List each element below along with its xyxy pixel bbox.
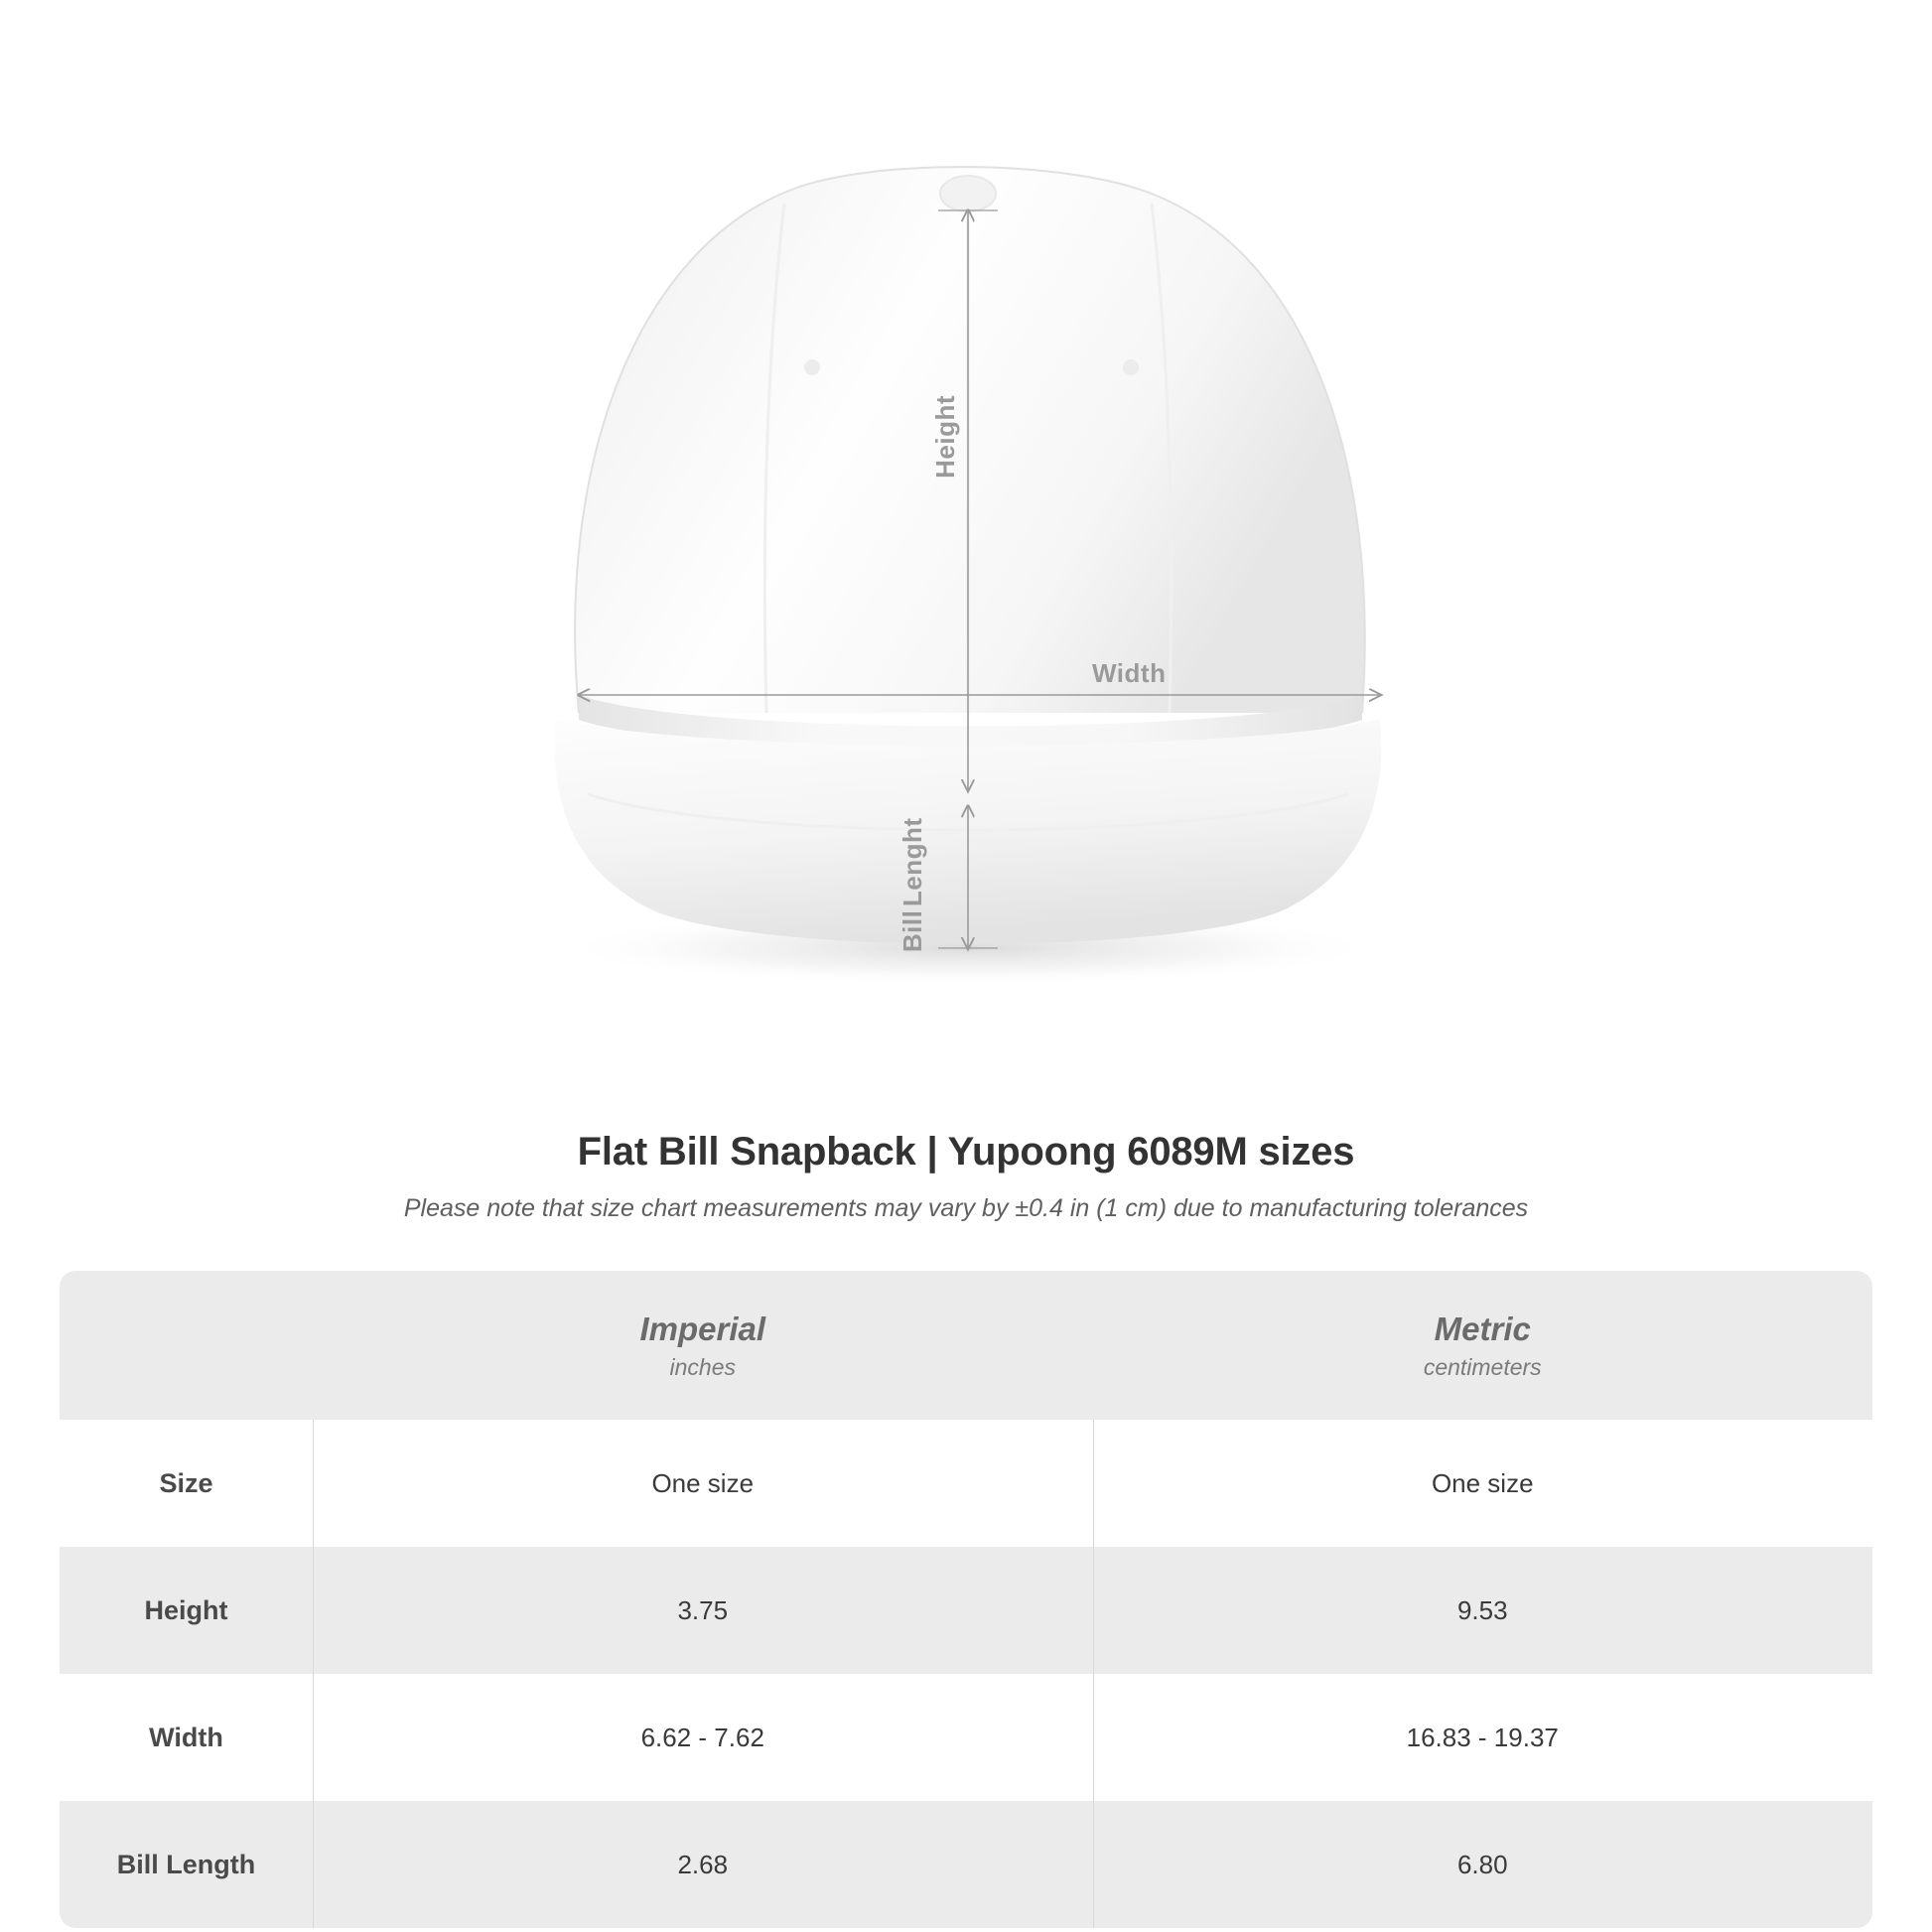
- cell-size-imperial: One size: [313, 1420, 1093, 1547]
- bill-length-label-line2: Lenght: [897, 817, 927, 906]
- bill-length-dimension-label: [898, 817, 968, 952]
- table-row: [60, 1674, 1872, 1801]
- cell-height-imperial: 3.75: [313, 1547, 1093, 1674]
- header-metric-cell: [1093, 1271, 1873, 1420]
- table-row: [60, 1420, 1872, 1547]
- cap-eyelet-right: [1123, 359, 1139, 375]
- row-label-bill-length: Bill Length: [60, 1801, 313, 1928]
- bill-length-label-line1: Bill: [897, 909, 927, 953]
- width-dimension-label: Width: [1092, 658, 1167, 688]
- cell-size-metric: One size: [1093, 1420, 1873, 1547]
- header-imperial-name: Imperial: [639, 1310, 766, 1347]
- size-table-container: [60, 1271, 1872, 1928]
- cell-bill-length-metric: 6.80: [1093, 1801, 1873, 1928]
- cell-width-imperial: 6.62 - 7.62: [313, 1674, 1093, 1801]
- cap-button: [940, 176, 996, 211]
- page-title: Flat Bill Snapback | Yupoong 6089M sizes: [577, 1130, 1355, 1173]
- row-label-height: Height: [60, 1547, 313, 1674]
- cap-eyelet-left: [804, 359, 820, 375]
- cell-width-metric: 16.83 - 19.37: [1093, 1674, 1873, 1801]
- table-row: [60, 1547, 1872, 1674]
- cell-height-metric: 9.53: [1093, 1547, 1873, 1674]
- header-metric-unit: centimeters: [1423, 1353, 1542, 1380]
- cap-crown: [575, 167, 1365, 713]
- row-label-size: Size: [60, 1420, 313, 1547]
- height-dimension-label: Height: [930, 395, 960, 479]
- header-imperial-unit: inches: [669, 1353, 736, 1380]
- row-label-width: Width: [60, 1674, 313, 1801]
- header-imperial-cell: [313, 1271, 1093, 1420]
- header-metric-name: Metric: [1434, 1310, 1531, 1347]
- size-table: [60, 1271, 1872, 1928]
- tolerance-note: Please note that size chart measurements may vary by ±0.4 in (1 cm) due to manufacturing tolerances: [403, 1194, 1529, 1222]
- table-row: [60, 1801, 1872, 1928]
- cell-bill-length-imperial: 2.68: [313, 1801, 1093, 1928]
- header-corner-cell: [60, 1271, 313, 1420]
- table-header-row: [60, 1271, 1872, 1420]
- title-block: [0, 1130, 1932, 1223]
